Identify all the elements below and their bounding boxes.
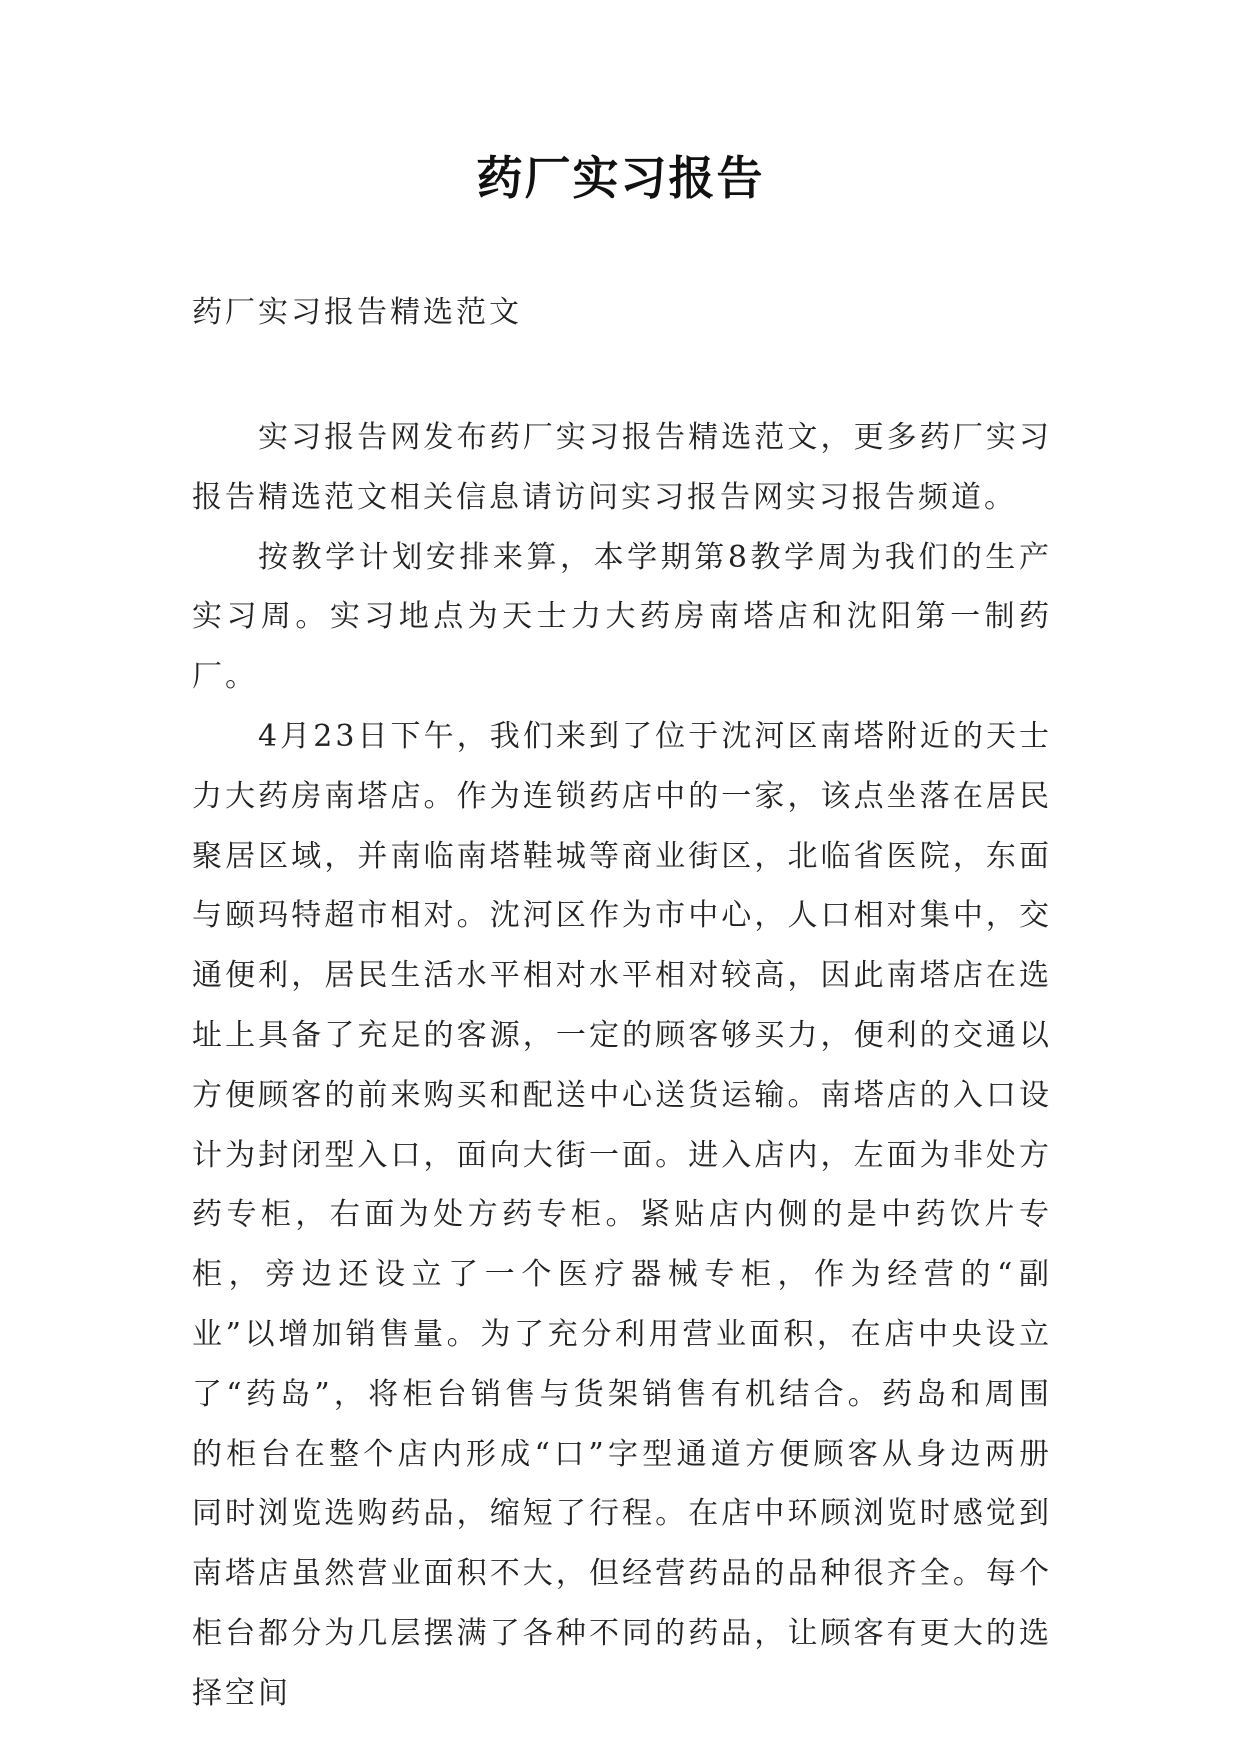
document-body	[192, 408, 1052, 1724]
paragraph-intro: 实习报告网发布药厂实习报告精选范文，更多药厂实习报告精选范文相关信息请访问实习报告网实习报告频道。	[192, 420, 1052, 515]
paragraph-schedule: 按教学计划安排来算，本学期第8教学周为我们的生产实习周。实习地点为天士力大药房南塔店和沈阳第一制药厂。	[192, 539, 1052, 695]
paragraph-store-visit: 4月23日下午，我们来到了位于沈河区南塔附近的天士力大药房南塔店。作为连锁药店中的一家，该点坐落在居民聚居区域，并南临南塔鞋城等商业街区，北临省医院，东面与颐玛特超市相对。沈河区作为市中心，人口相对集中，交通便利，居民生活水平相对水平相对较高，因此南塔店在选址上具备了充足的客源，一定的顾客够买力，便利的交通以方便顾客的前来购买和配送中心送货运输。南塔店的入口设计为封闭型入口，面向大街一面。进入店内，左面为非处方药专柜，右面为处方药专柜。紧贴店内侧的是中药饮片专柜，旁边还设立了一个医疗器械专柜，作为经营的“副业”以增加销售量。为了充分利用营业面积，在店中央设立了“药岛”，将柜台销售与货架销售有机结合。药岛和周围的柜台在整个店内形成“口”字型通道方便顾客从身边两册同时浏览选购药品，缩短了行程。在店中环顾浏览时感觉到南塔店虽然营业面积不大，但经营药品的品种很齐全。每个柜台都分为几层摆满了各种不同的药品，让顾客有更大的选择空间	[192, 718, 1052, 1711]
page-title: 药厂实习报告	[476, 151, 765, 205]
document-subtitle: 药厂实习报告精选范文	[192, 295, 522, 330]
